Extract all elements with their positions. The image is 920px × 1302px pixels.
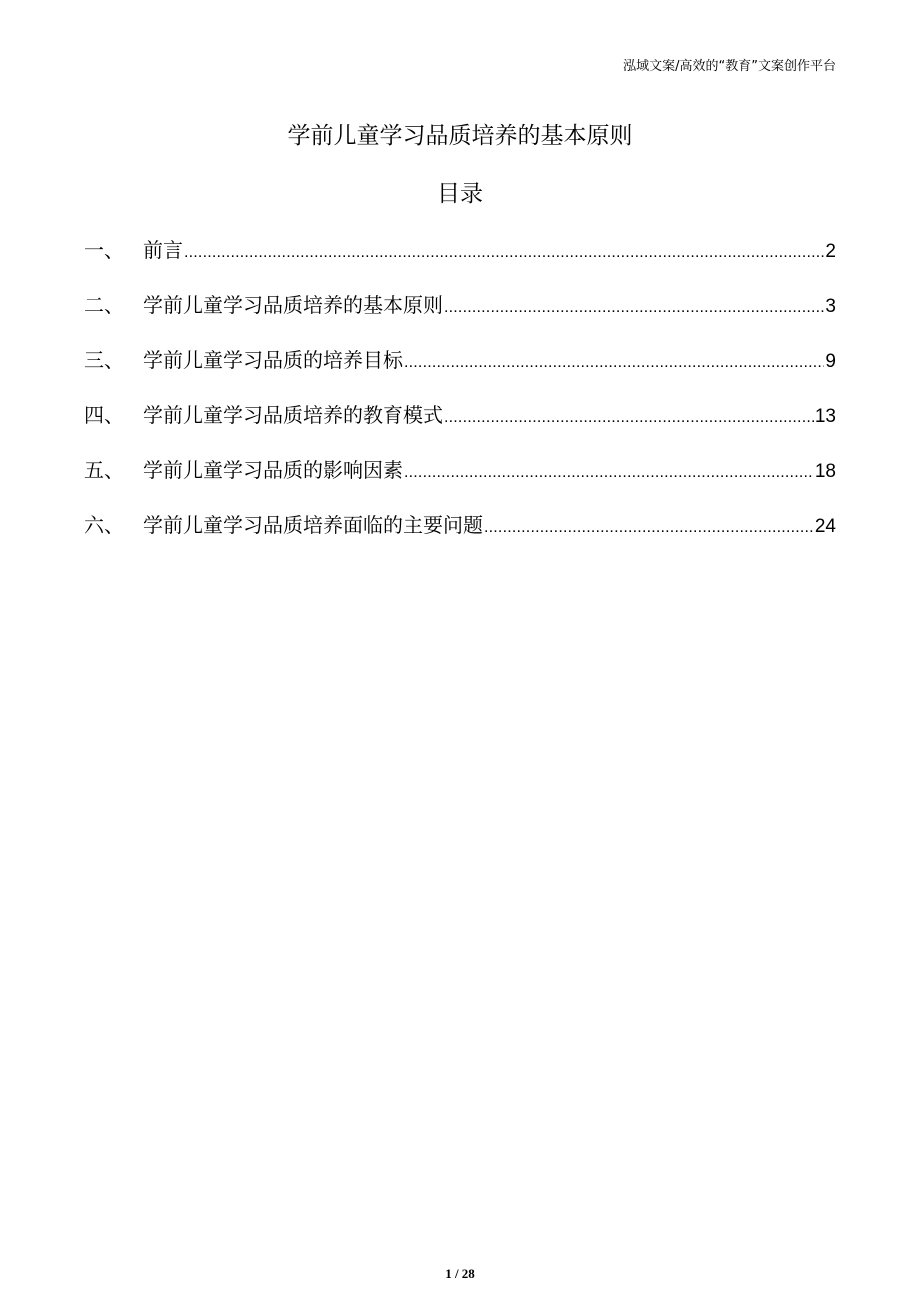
- toc-entry-number: 一、: [84, 238, 124, 262]
- toc-entry-label[interactable]: 前言: [143, 238, 183, 262]
- toc-entry-label[interactable]: 学前儿童学习品质培养面临的主要问题: [143, 513, 483, 537]
- toc-entry-page[interactable]: 9: [825, 351, 836, 372]
- toc-dot-leader: [484, 510, 814, 546]
- toc-entry-page[interactable]: 18: [814, 461, 836, 482]
- toc-entry-number: 六、: [84, 513, 124, 537]
- toc-entry-6[interactable]: [84, 507, 836, 562]
- toc-dot-leader: [404, 345, 824, 381]
- page-number-footer: 1 / 28: [445, 1266, 475, 1281]
- toc-entry-number: 三、: [84, 348, 124, 372]
- toc-entry-label[interactable]: 学前儿童学习品质培养的教育模式: [143, 403, 443, 427]
- toc-entry-label[interactable]: 学前儿童学习品质的影响因素: [143, 458, 403, 482]
- toc-entry-number: 四、: [84, 403, 124, 427]
- toc-entry-page[interactable]: 3: [825, 296, 836, 317]
- toc-entry-4[interactable]: [84, 397, 836, 452]
- toc-entry-label[interactable]: 学前儿童学习品质的培养目标: [143, 348, 403, 372]
- toc-entry-1[interactable]: [84, 232, 836, 287]
- page-header: 泓域文案/高效的“教育”文案创作平台: [623, 59, 836, 74]
- toc-dot-leader: [184, 235, 824, 271]
- toc-entry-page[interactable]: 2: [825, 241, 836, 262]
- toc-entry-number: 五、: [84, 458, 124, 482]
- toc-entry-page[interactable]: 24: [814, 516, 836, 537]
- toc-entry-3[interactable]: [84, 342, 836, 397]
- document-title: 学前儿童学习品质培养的基本原则: [287, 123, 633, 149]
- toc-entry-2[interactable]: [84, 287, 836, 342]
- toc-entry-5[interactable]: [84, 452, 836, 507]
- toc-dot-leader: [444, 290, 824, 326]
- toc-heading: 目录: [437, 181, 483, 207]
- toc-entry-number: 二、: [84, 293, 124, 317]
- toc-entry-page[interactable]: 13: [814, 406, 836, 427]
- table-of-contents: [84, 232, 836, 562]
- toc-dot-leader: [444, 400, 814, 436]
- toc-entry-label[interactable]: 学前儿童学习品质培养的基本原则: [143, 293, 443, 317]
- header-divider: [84, 83, 836, 84]
- toc-dot-leader: [404, 455, 814, 491]
